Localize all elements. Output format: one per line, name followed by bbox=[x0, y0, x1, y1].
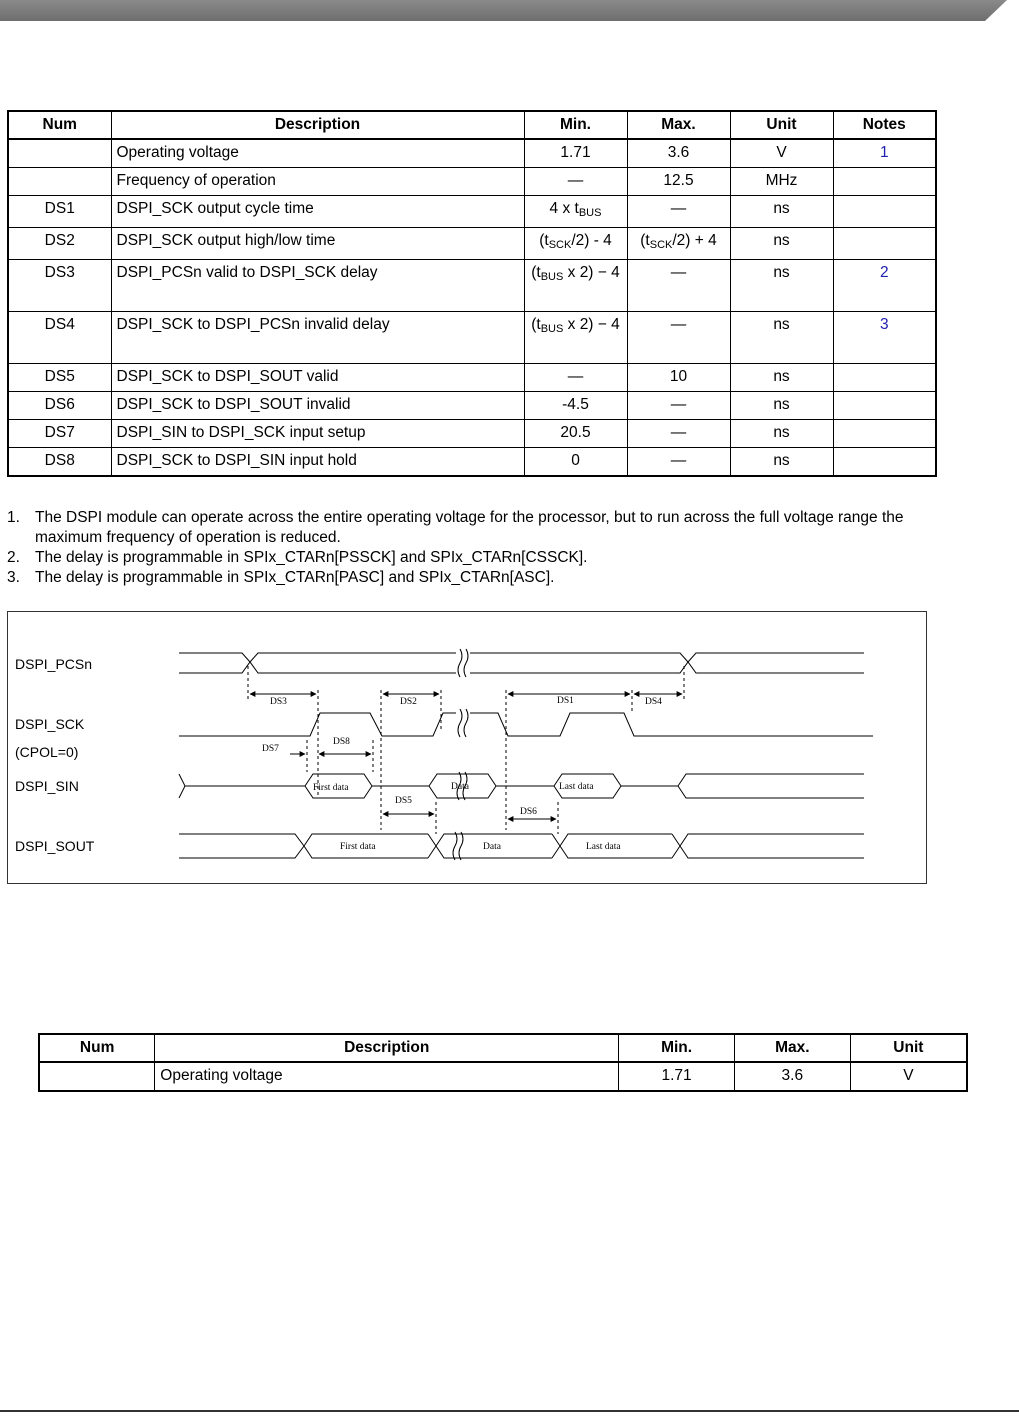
table-header-row bbox=[8, 111, 936, 139]
note-link[interactable]: 3 bbox=[833, 312, 936, 364]
cell-note bbox=[833, 364, 936, 392]
signal-name-cpol: (CPOL=0) bbox=[15, 744, 79, 760]
cell-num: DS2 bbox=[8, 228, 111, 260]
operating-voltage-table bbox=[38, 1033, 968, 1092]
cell-num: DS7 bbox=[8, 420, 111, 448]
cell-max: $(t_{SCK}/2) + 4$ bbox=[627, 228, 730, 260]
cell-num bbox=[8, 168, 111, 196]
cell-max: 3.6 bbox=[734, 1062, 850, 1091]
cell-num: DS4 bbox=[8, 312, 111, 364]
label-ds5: DS5 bbox=[395, 796, 412, 806]
cell-max: — bbox=[627, 260, 730, 312]
table-row bbox=[8, 448, 936, 477]
note-link[interactable]: 1 bbox=[833, 139, 936, 168]
label-ds1: DS1 bbox=[557, 696, 574, 706]
cell-max: 3.6 bbox=[627, 139, 730, 168]
cell-unit: ns bbox=[730, 392, 833, 420]
timing-reference-lines bbox=[248, 666, 684, 834]
cell-num: DS3 bbox=[8, 260, 111, 312]
footnote-number: 2. bbox=[7, 549, 20, 566]
signal-name-pcs: DSPI_PCSn bbox=[15, 656, 93, 672]
cell-min: — bbox=[524, 364, 627, 392]
cell-num: DS8 bbox=[8, 448, 111, 477]
cell-unit: ns bbox=[730, 312, 833, 364]
cell-max: — bbox=[627, 392, 730, 420]
signal-name-sout: DSPI_SOUT bbox=[15, 838, 95, 854]
sin-last-data-label: Last data bbox=[559, 782, 594, 792]
cell-desc: Frequency of operation bbox=[111, 168, 524, 196]
table-row bbox=[8, 228, 936, 260]
cell-desc: Operating voltage bbox=[155, 1062, 619, 1091]
sout-first-data-label: First data bbox=[340, 842, 376, 852]
table-row bbox=[8, 139, 936, 168]
header-bar bbox=[0, 0, 1019, 21]
cell-min: 1.71 bbox=[619, 1062, 735, 1091]
header-description: Description bbox=[155, 1034, 619, 1062]
table-row bbox=[8, 168, 936, 196]
header-min: Min. bbox=[619, 1034, 735, 1062]
footnote-text: The delay is programmable in SPIx_CTARn[PSSCK] and SPIx_CTARn[CSSCK]. bbox=[35, 549, 588, 566]
cell-unit: ns bbox=[730, 196, 833, 228]
sin-data-label: Data bbox=[451, 782, 469, 792]
cell-desc: DSPI_SCK to DSPI_SOUT valid bbox=[111, 364, 524, 392]
header-unit: Unit bbox=[850, 1034, 967, 1062]
signal-name-sin: DSPI_SIN bbox=[15, 778, 79, 794]
cell-note bbox=[833, 392, 936, 420]
header-min: Min. bbox=[524, 111, 627, 139]
cell-unit: V bbox=[850, 1062, 967, 1091]
table-row bbox=[8, 196, 936, 228]
cell-note bbox=[833, 448, 936, 477]
cell-min: 1.71 bbox=[524, 139, 627, 168]
cell-max: 12.5 bbox=[627, 168, 730, 196]
label-ds7: DS7 bbox=[262, 744, 279, 754]
cell-min: 0 bbox=[524, 448, 627, 477]
cell-unit: ns bbox=[730, 448, 833, 477]
cell-note bbox=[833, 168, 936, 196]
footnote bbox=[7, 568, 937, 588]
cell-desc: DSPI_SCK to DSPI_SIN input hold bbox=[111, 448, 524, 477]
sck-waveform bbox=[179, 709, 873, 737]
cell-note bbox=[833, 228, 936, 260]
footnote bbox=[7, 508, 937, 548]
cell-unit: MHz bbox=[730, 168, 833, 196]
label-ds4: DS4 bbox=[645, 697, 662, 707]
sout-data-label: Data bbox=[483, 842, 501, 852]
cell-unit: ns bbox=[730, 228, 833, 260]
cell-desc: DSPI_SCK output high/low time bbox=[111, 228, 524, 260]
table-row bbox=[8, 364, 936, 392]
cell-num bbox=[8, 139, 111, 168]
cell-max: — bbox=[627, 312, 730, 364]
header-num: Num bbox=[8, 111, 111, 139]
sin-first-data-label: First data bbox=[313, 783, 349, 793]
pcs-waveform bbox=[179, 649, 864, 677]
cell-desc: DSPI_SCK to DSPI_SOUT invalid bbox=[111, 392, 524, 420]
header-description: Description bbox=[111, 111, 524, 139]
cell-min: — bbox=[524, 168, 627, 196]
sout-last-data-label: Last data bbox=[586, 842, 621, 852]
cell-desc: Operating voltage bbox=[111, 139, 524, 168]
cell-desc: DSPI_SIN to DSPI_SCK input setup bbox=[111, 420, 524, 448]
footer-rule bbox=[0, 1410, 1019, 1412]
cell-num bbox=[39, 1062, 155, 1091]
header-max: Max. bbox=[734, 1034, 850, 1062]
sin-waveform bbox=[179, 772, 864, 800]
table-row bbox=[8, 260, 936, 312]
label-ds3: DS3 bbox=[270, 697, 287, 707]
table-row bbox=[8, 312, 936, 364]
header-max: Max. bbox=[627, 111, 730, 139]
cell-num: DS1 bbox=[8, 196, 111, 228]
cell-min: ($t_{BUS}$ x 2) − 4 bbox=[524, 260, 627, 312]
cell-num: DS6 bbox=[8, 392, 111, 420]
cell-min: ($t_{BUS}$ x 2) − 4 bbox=[524, 312, 627, 364]
timing-diagram-svg bbox=[8, 612, 926, 883]
cell-max: — bbox=[627, 448, 730, 477]
label-ds8: DS8 bbox=[333, 737, 350, 747]
timing-diagram bbox=[7, 611, 927, 884]
table-row bbox=[8, 392, 936, 420]
cell-min: $(t_{SCK}/2) - 4$ bbox=[524, 228, 627, 260]
cell-min: 20.5 bbox=[524, 420, 627, 448]
note-link[interactable]: 2 bbox=[833, 260, 936, 312]
signal-name-sck: DSPI_SCK bbox=[15, 716, 85, 732]
cell-note bbox=[833, 420, 936, 448]
footnote-number: 1. bbox=[7, 509, 20, 526]
cell-min: 4 x $t_{BUS}$ bbox=[524, 196, 627, 228]
cell-max: — bbox=[627, 196, 730, 228]
cell-unit: ns bbox=[730, 260, 833, 312]
table-row bbox=[8, 420, 936, 448]
cell-note bbox=[833, 196, 936, 228]
cell-max: 10 bbox=[627, 364, 730, 392]
footnote-text: The DSPI module can operate across the entire operating voltage for the processor, but to run across the full voltage range the maximum frequency of operation is reduced. bbox=[35, 509, 904, 546]
cell-min: -4.5 bbox=[524, 392, 627, 420]
cell-desc: DSPI_SCK output cycle time bbox=[111, 196, 524, 228]
header-notes: Notes bbox=[833, 111, 936, 139]
table-row bbox=[39, 1062, 967, 1091]
label-ds2: DS2 bbox=[400, 697, 417, 707]
cell-max: — bbox=[627, 420, 730, 448]
cell-unit: ns bbox=[730, 364, 833, 392]
cell-unit: ns bbox=[730, 420, 833, 448]
cell-desc: DSPI_SCK to DSPI_PCSn invalid delay bbox=[111, 312, 524, 364]
table-footnotes bbox=[7, 508, 937, 588]
cell-unit: V bbox=[730, 139, 833, 168]
footnote bbox=[7, 548, 937, 568]
cell-num: DS5 bbox=[8, 364, 111, 392]
cell-desc: DSPI_PCSn valid to DSPI_SCK delay bbox=[111, 260, 524, 312]
sout-waveform bbox=[179, 832, 864, 860]
header-unit: Unit bbox=[730, 111, 833, 139]
table-header-row bbox=[39, 1034, 967, 1062]
header-num: Num bbox=[39, 1034, 155, 1062]
footnote-number: 3. bbox=[7, 569, 20, 586]
label-ds6: DS6 bbox=[520, 807, 537, 817]
footnote-text: The delay is programmable in SPIx_CTARn[PASC] and SPIx_CTARn[ASC]. bbox=[35, 569, 555, 586]
switching-specs-table bbox=[7, 110, 937, 477]
